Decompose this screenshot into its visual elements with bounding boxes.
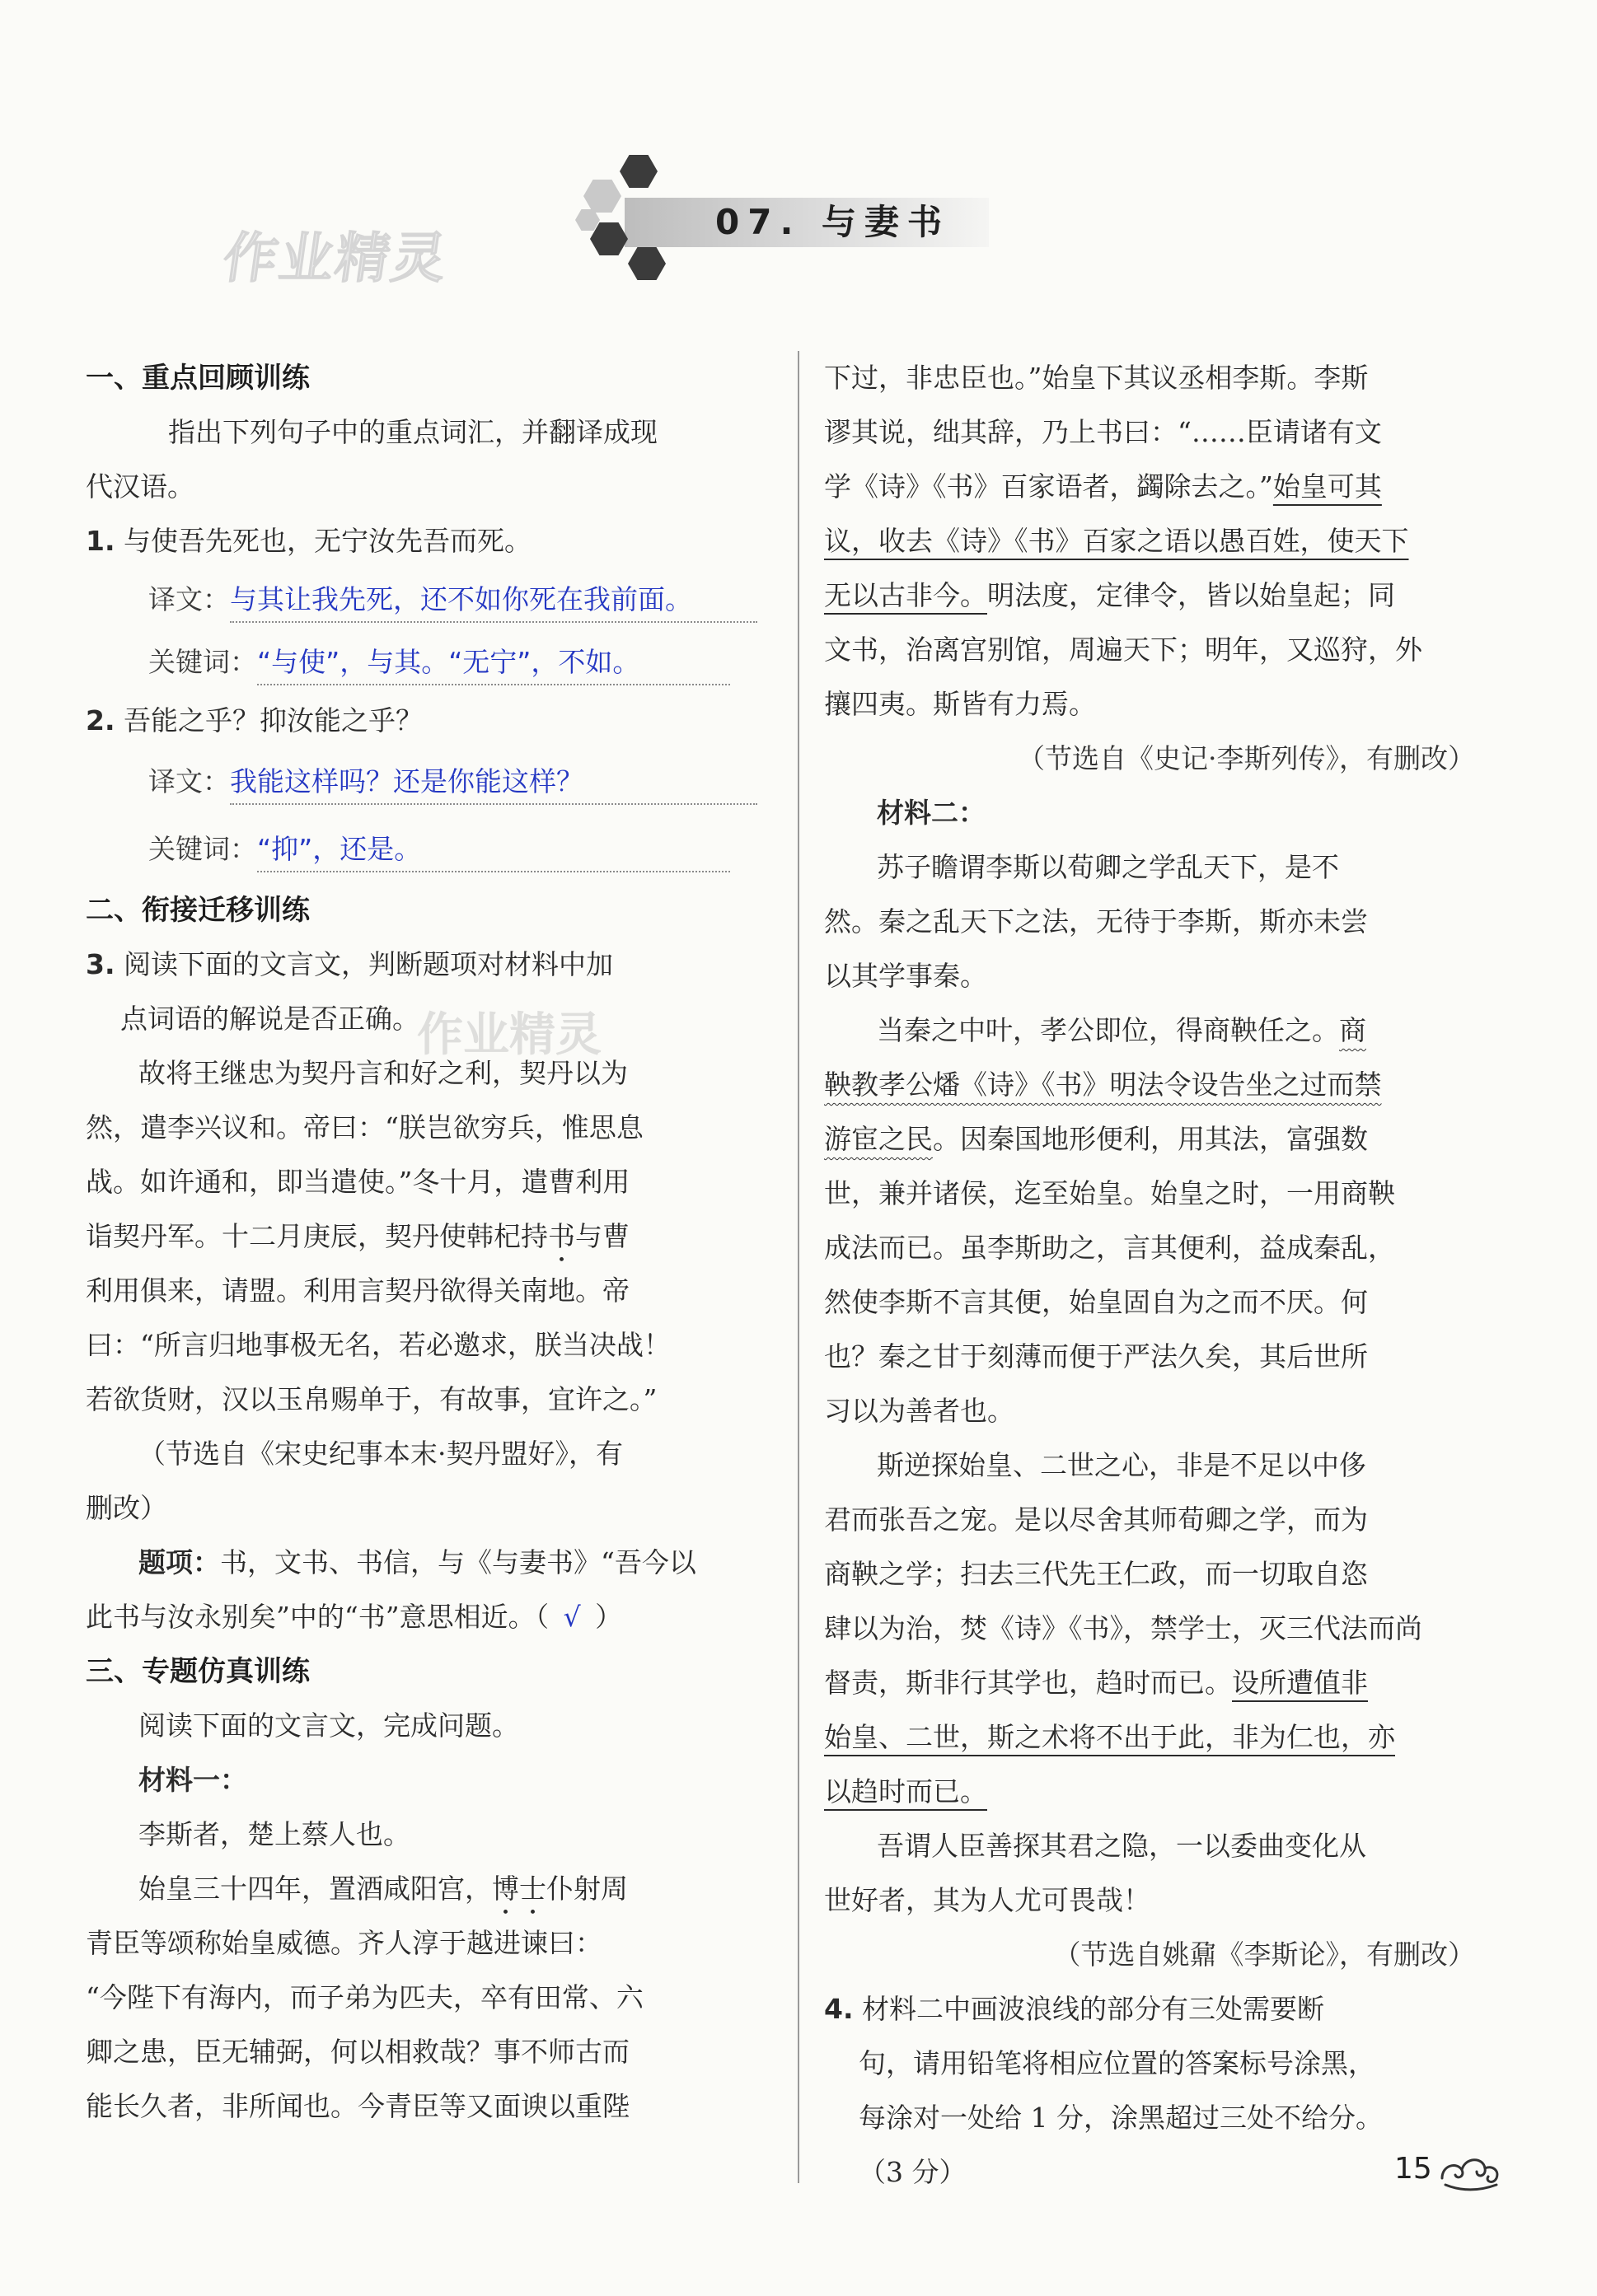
instruction: 指出下列句子中的重点词汇，并翻译成现 — [168, 416, 658, 448]
source-note: （节选自《宋史纪事本末·契丹盟好》，有 — [138, 1438, 623, 1470]
question-text: 句，请用铅笔将相应位置的答案标号涂黑， — [859, 2047, 1375, 2079]
underlined-text: 始皇可其 — [1272, 470, 1382, 503]
tixiang-text: 书，文书、书信，与《与妻书》“吾今以 — [220, 1546, 696, 1578]
source-note: 删改） — [86, 1492, 167, 1524]
right-column — [824, 351, 1483, 2200]
hexagon-decoration-icon — [620, 155, 658, 188]
column-divider — [798, 351, 799, 2183]
section-heading: 二、衔接迁移训练 — [86, 894, 310, 927]
question-text: 吾能之乎？抑汝能之乎？ — [124, 704, 423, 736]
section-heading: 一、重点回顾训练 — [86, 362, 310, 395]
passage-line: 诣契丹军。十二月庚辰，契丹使韩杞持 — [86, 1220, 548, 1252]
passage-line: 学《诗》《书》百家语者，蠲除去之。” — [824, 470, 1273, 503]
keyword-label: 关键词： — [148, 833, 257, 865]
passage-line: 谬其说，绌其辞，乃上书曰：“……臣请诸有文 — [824, 416, 1382, 448]
cloud-swirl-icon — [1437, 2145, 1503, 2195]
passage-line: 世好者，其为人尤可畏哉！ — [824, 1884, 1150, 1916]
wavy-underlined-text: 商 — [1339, 1014, 1366, 1046]
passage-line: 与曹 — [575, 1220, 630, 1252]
passage-line: 世，兼并诸侯，迄至始皇。始皇之时，一用商鞅 — [824, 1177, 1395, 1209]
passage-line: 然。秦之乱天下之法，无待于李斯，斯亦未尝 — [824, 905, 1368, 938]
check-answer: √ — [563, 1601, 581, 1633]
passage-line: 利用俱来，请盟。利用言契丹欲得关南地。帝 — [86, 1274, 630, 1307]
passage-line: 君而张吾之宠。是以尽舍其师荀卿之学，而为 — [824, 1503, 1368, 1536]
source-note: （节选自《史记·李斯列传》，有删改） — [1018, 742, 1475, 774]
hexagon-decoration-icon — [583, 180, 621, 213]
passage-line: 。因秦国地形便利，用其法，富强数 — [933, 1123, 1368, 1155]
passage-line: 始皇三十四年，置酒咸阳宫， — [138, 1873, 492, 1905]
hexagon-decoration-icon — [628, 247, 666, 280]
passage-line: 攘四夷。斯皆有力焉。 — [824, 688, 1096, 720]
passage-line: 卿之患，臣无辅弼，何以相救哉？事不师古而 — [86, 2036, 630, 2068]
passage-line: 仆射周 — [546, 1873, 628, 1905]
passage-line: 文书，治离宫别馆，周遍天下；明年，又巡狩，外 — [824, 634, 1422, 666]
tixiang-close: ） — [595, 1601, 623, 1633]
tixiang-label: 题项： — [138, 1546, 220, 1578]
passage-line: 故将王继忠为契丹言和好之利，契丹以为 — [138, 1057, 628, 1089]
wavy-underlined-text: 游宦之民 — [824, 1123, 933, 1155]
passage-line: 青臣等颂称始皇威德。齐人淳于越进谏曰： — [86, 1927, 602, 1959]
question-text: 阅读下面的文言文，判断题项对材料中加 — [124, 948, 613, 980]
dotted-word: 书 — [548, 1220, 575, 1252]
watermark-logo: 作业精灵 — [417, 1008, 602, 1062]
material-label: 材料二： — [877, 797, 986, 829]
passage-line: 战。如许通和，即当遣使。”冬十月，遣曹利用 — [86, 1166, 630, 1198]
instruction: 阅读下面的文言文，完成问题。 — [138, 1709, 519, 1742]
source-note: （节选自姚鼐《李斯论》，有删改） — [1053, 1938, 1475, 1971]
passage-line: 然，遣李兴议和。帝曰：“朕岂欲穷兵，惟思息 — [86, 1111, 644, 1143]
answer-line — [230, 760, 757, 805]
translation-answer: 我能这样吗？还是你能这样？ — [230, 765, 583, 797]
question-text: （3 分） — [859, 2156, 967, 2188]
passage-line: 苏子瞻谓李斯以荀卿之学乱天下，是不 — [877, 851, 1339, 883]
passage-line: “今陛下有海内，而子弟为匹夫，卒有田常、六 — [86, 1981, 644, 2013]
section-heading: 三、专题仿真训练 — [86, 1655, 310, 1688]
passage-line: 若欲货财，汉以玉帛赐单于，有故事，宜许之。” — [86, 1383, 658, 1415]
question-text: 每涂对一处给 1 分，涂黑超过三处不给分。 — [859, 2102, 1383, 2134]
passage-line: 当秦之中叶，孝公即位，得商鞅任之。 — [877, 1014, 1339, 1046]
question-number: 1. — [86, 525, 115, 557]
hexagon-decoration-icon — [590, 222, 628, 255]
page-title: 07. 与妻书 — [715, 202, 951, 242]
question-number: 3. — [86, 948, 115, 980]
page-number: 15 — [1394, 2152, 1432, 2186]
instruction: 代汉语。 — [86, 470, 194, 503]
keyword-answer: “与使”，与其。“无宁”，不如。 — [257, 646, 640, 678]
dotted-word: 博士 — [492, 1873, 546, 1905]
passage-line: 明法度，定律令，皆以始皇起；同 — [987, 579, 1395, 611]
passage-line: 商鞅之学；扫去三代先王仁政，而一切取自恣 — [824, 1558, 1368, 1590]
underlined-text: 设所遭值非 — [1232, 1667, 1368, 1699]
passage-line: 能长久者，非所闻也。今青臣等又面谀以重陛 — [86, 2090, 630, 2122]
question-text: 材料二中画波浪线的部分有三处需要断 — [862, 1993, 1324, 2025]
underlined-text: 以趋时而已。 — [824, 1775, 987, 1807]
answer-line — [257, 641, 730, 685]
keyword-label: 关键词： — [148, 646, 257, 678]
passage-line: 李斯者，楚上蔡人也。 — [138, 1818, 410, 1850]
passage-line: 以其学事秦。 — [824, 960, 987, 992]
passage-line: 下过，非忠臣也。”始皇下其议丞相李斯。李斯 — [824, 362, 1369, 394]
left-column — [86, 351, 761, 2134]
tixiang-text: 此书与汝永别矣”中的“书”意思相近。（ — [86, 1601, 550, 1633]
question-number: 4. — [824, 1993, 854, 2025]
passage-line: 曰：“所言归地事极无名，若必邀求，朕当决战！ — [86, 1329, 671, 1361]
keyword-answer: “抑”，还是。 — [257, 833, 422, 865]
wavy-underlined-text: 鞅教孝公燔《诗》《书》明法令设告坐之过而禁 — [824, 1069, 1382, 1101]
passage-line: 吾谓人臣善探其君之隐，一以委曲变化从 — [877, 1830, 1366, 1862]
answer-line — [257, 828, 730, 872]
underlined-text: 无以古非今。 — [824, 579, 987, 611]
material-label: 材料一： — [138, 1764, 247, 1796]
watermark-logo: 作业精灵 — [218, 227, 452, 290]
question-number: 2. — [86, 704, 115, 736]
passage-line: 成法而已。虽李斯助之，言其便利，益成秦乱， — [824, 1232, 1395, 1264]
translation-label: 译文： — [148, 765, 230, 797]
underlined-text: 始皇、二世，斯之术将不出于此，非为仁也，亦 — [824, 1721, 1395, 1753]
translation-answer: 与其让我先死，还不如你死在我前面。 — [230, 583, 692, 615]
passage-line: 也？秦之甘于刻薄而便于严法久矣，其后世所 — [824, 1340, 1368, 1372]
passage-line: 习以为善者也。 — [824, 1395, 1014, 1427]
question-text: 与使吾先死也，无宁汝先吾而死。 — [124, 525, 532, 557]
passage-line: 斯逆探始皇、二世之心，非是不足以中侈 — [877, 1449, 1366, 1481]
translation-label: 译文： — [148, 583, 230, 615]
passage-line: 然使李斯不言其便，始皇固自为之而不厌。何 — [824, 1286, 1368, 1318]
passage-line: 督责，斯非行其学也，趋时而已。 — [824, 1667, 1232, 1699]
passage-line: 肆以为治，焚《诗》《书》，禁学士，灭三代法而尚 — [824, 1612, 1422, 1644]
answer-line — [230, 578, 757, 623]
underlined-text: 议，收去《诗》《书》百家之语以愚百姓，使天下 — [824, 525, 1409, 557]
question-text: 点词语的解说是否正确。 — [120, 1003, 419, 1035]
